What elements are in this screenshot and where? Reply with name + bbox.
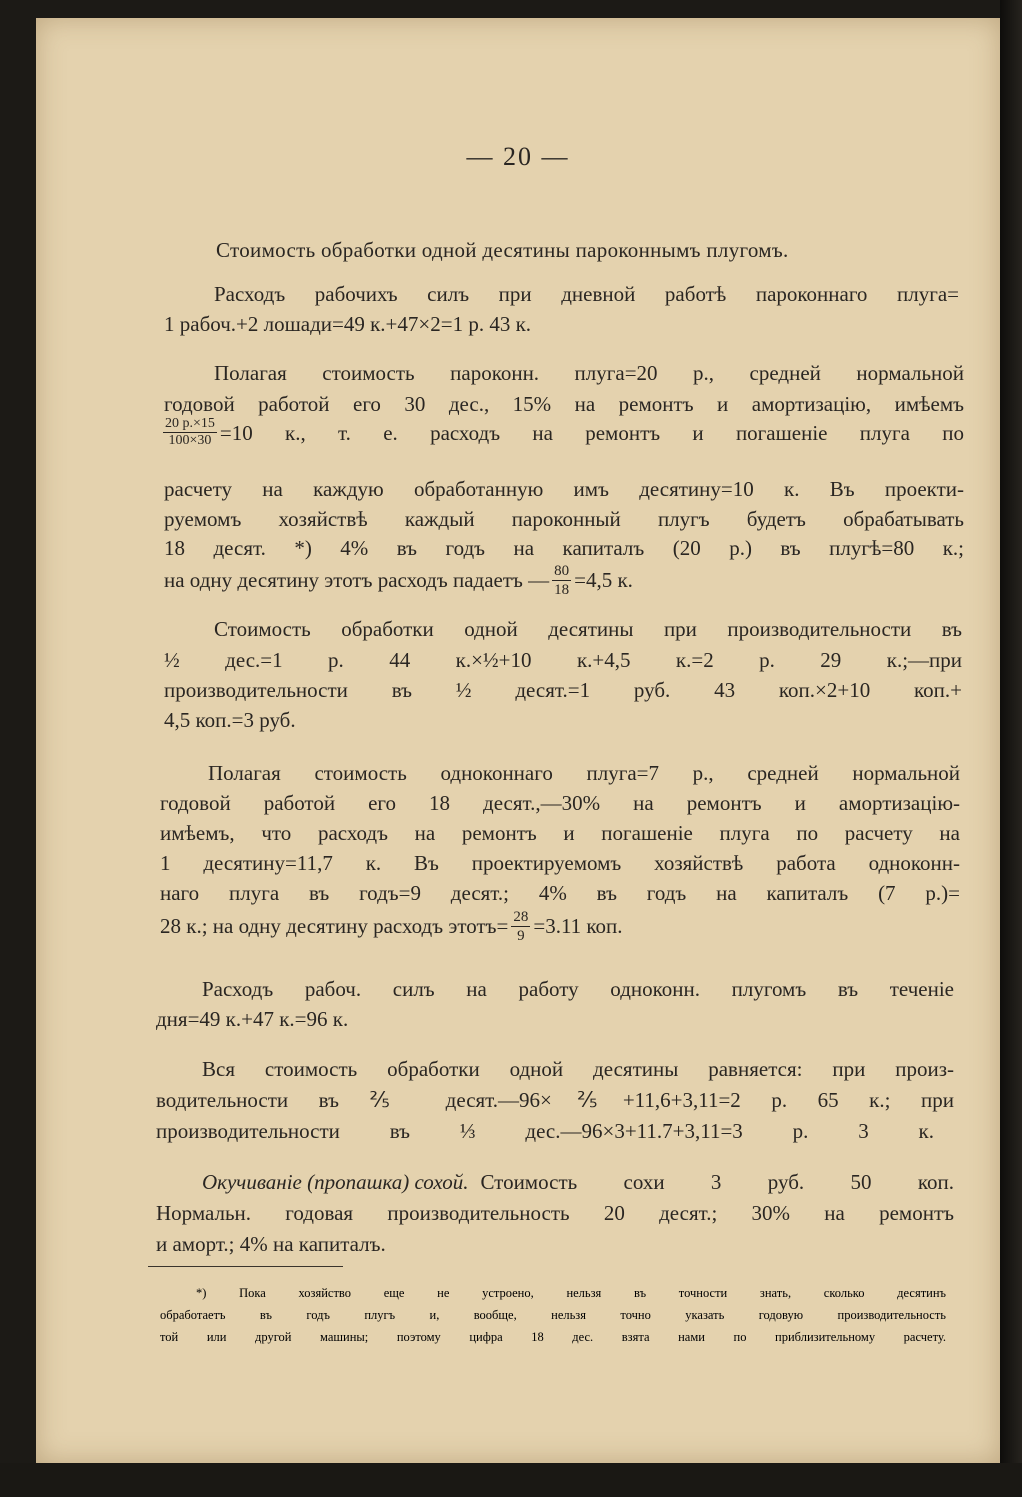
paragraph-4-line-6-text-b: =3.11 коп. (533, 914, 623, 938)
paragraph-4-line-4: 1 десятину=11,7 к. Въ проектируемомъ хозяйствѣ работа одноконн- (160, 851, 960, 875)
paragraph-2-line-2: годовой работой его 30 дес., 15% на ремонтъ и амортизацію, имѣемъ (164, 392, 964, 416)
footnote-line-1: *) Пока хозяйство еще не устроено, нельзя въ точности знать, сколько десятинъ (196, 1286, 946, 1300)
paragraph-4-line-6-text-a: 28 к.; на одну десятину расходъ этотъ= (160, 914, 509, 938)
paragraph-2-line-7-text-b: =4,5 к. (574, 568, 633, 592)
paragraph-2-line-1: Полагая стоимость пароконн. плуга=20 р., средней нормальной (214, 361, 964, 385)
section-heading: Стоимость обработки одной десятины пароконнымъ плугомъ. (216, 238, 789, 262)
fraction-denominator: 100×30 (168, 433, 212, 448)
formula-fraction-3 (511, 908, 530, 945)
book-page (36, 18, 1000, 1463)
paragraph-2-line-7 (164, 558, 633, 602)
paragraph-3-line-2: ½ дес.=1 р. 44 к.×½+10 к.+4,5 к.=2 р. 29 к.;—при (164, 648, 962, 672)
footnote-line-2: обработаетъ въ годъ плугъ и, вообще, нельзя точно указать годовую производительность (160, 1308, 946, 1322)
paragraph-7-italic-title: Окучиваніе (пропашка) сохой. (202, 1170, 469, 1194)
fraction-denominator-2: 18 (554, 581, 570, 598)
paragraph-2-line-3-text: =10 к., т. е. расходъ на ремонтъ и погашеніе плуга по (219, 420, 964, 445)
paragraph-2-line-5: руемомъ хозяйствѣ каждый пароконный плугъ будетъ обрабатывать (164, 507, 964, 531)
paragraph-1-line-2: 1 рабоч.+2 лошади=49 к.+47×2=1 р. 43 к. (164, 312, 532, 336)
paragraph-4-line-6 (160, 904, 623, 948)
paragraph-3-line-3: производительности въ ½ десят.=1 руб. 43 коп.×2+10 коп.+ (164, 678, 962, 702)
paragraph-4-line-3: имѣемъ, что расходъ на ремонтъ и погашеніе плуга по расчету на (160, 821, 960, 845)
fraction-numerator-3: 28 (513, 908, 529, 925)
paragraph-2-line-7-text-a: на одну десятину этотъ расходъ падаетъ — (164, 568, 550, 592)
fraction-numerator: 20 р.×15 (165, 416, 215, 431)
paragraph-4-line-1: Полагая стоимость одноконнаго плуга=7 р., средней нормальной (208, 761, 960, 785)
paragraph-4-line-2: годовой работой его 18 десят.,—30% на ремонтъ и амортизацію- (160, 791, 960, 815)
paragraph-1-line-1: Расходъ рабочихъ силъ при дневной работѣ пароконнаго плуга= (214, 282, 959, 306)
formula-fraction (163, 416, 217, 449)
page-number: — 20 — (466, 142, 570, 171)
paragraph-4-line-5: наго плуга въ годъ=9 десят.; 4% въ годъ на капиталъ (7 р.)= (160, 881, 960, 905)
paragraph-7-line-1 (202, 1168, 954, 1196)
paragraph-3-line-4: 4,5 коп.=3 руб. (164, 708, 296, 732)
paragraph-7-line-2: Нормальн. годовая производительность 20 десят.; 30% на ремонтъ (156, 1201, 954, 1225)
paragraph-2-line-3 (160, 416, 964, 449)
paragraph-6-line-3: производительности въ ⅓ дес.—96×3+11.7+3,11=3 р. 3 к. (156, 1119, 934, 1143)
fraction-numerator-2: 80 (554, 562, 570, 579)
book-gutter-shadow (1000, 0, 1022, 1497)
paragraph-2-line-4: расчету на каждую обработанную имъ десятину=10 к. Въ проекти- (164, 477, 964, 501)
paragraph-6-line-1: Вся стоимость обработки одной десятины равняется: при произ- (202, 1057, 954, 1081)
paragraph-7-line-3: и аморт.; 4% на капиталъ. (156, 1232, 386, 1256)
paragraph-5-line-2: дня=49 к.+47 к.=96 к. (156, 1007, 349, 1031)
scan-background-bottom (0, 1463, 1022, 1497)
footnote-line-3: той или другой машины; поэтому цифра 18 дес. взята нами по приблизительному расчету. (160, 1330, 946, 1344)
footnote-rule (148, 1266, 343, 1267)
paragraph-3-line-1: Стоимость обработки одной десятины при производительности въ (214, 617, 962, 641)
paragraph-2-line-6: 18 десят. *) 4% въ годъ на капиталъ (20 р.) въ плугѣ=80 к.; (164, 536, 964, 560)
paragraph-7-line-1-text: Стоимость сохи 3 руб. 50 коп. (480, 1170, 954, 1194)
paragraph-6-line-2: водительности въ ⅖ десят.—96×⅖+11,6+3,11=2 р. 65 к.; при (156, 1088, 954, 1112)
fraction-denominator-3: 9 (517, 927, 525, 944)
paragraph-5-line-1: Расходъ рабоч. силъ на работу одноконн. плугомъ въ теченіе (202, 977, 954, 1001)
formula-fraction-2 (552, 562, 571, 599)
